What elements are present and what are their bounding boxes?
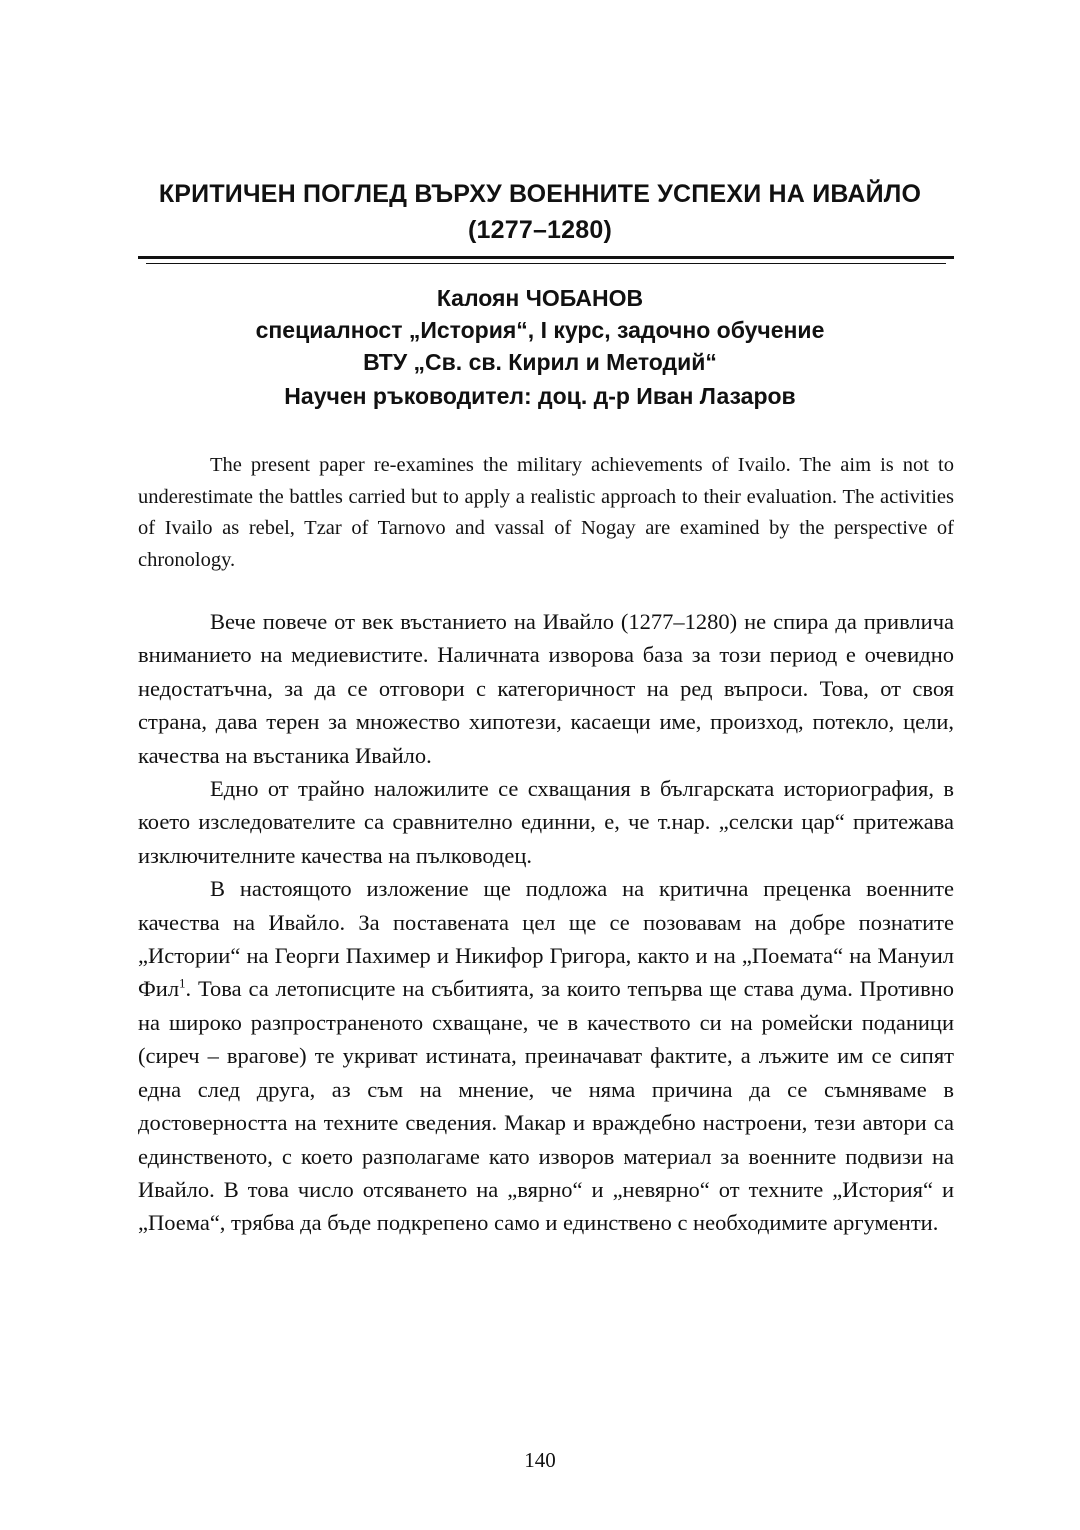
paragraph-3 <box>138 872 954 1239</box>
paragraph-1: Вече повече от век въстанието на Ивайло (1277–1280) не спира да привлича вниманието на медиевистите. Наличната изворова база за този период е очевидно недостатъчна, за да се отговори с категоричност на ред въпроси. Това, от своя страна, дава терен за множество хипотези, касаещи име, произход, потекло, цели, качества на въстаника Ивайло. <box>138 609 954 768</box>
author-university: ВТУ „Св. св. Кирил и Методий“ <box>363 349 717 375</box>
article-title: КРИТИЧЕН ПОГЛЕД ВЪРХУ ВОЕННИТЕ УСПЕХИ НА ИВАЙЛО <box>158 180 922 208</box>
author-name: Калоян ЧОБАНОВ <box>436 285 644 311</box>
footnote-ref[interactable]: 1 <box>179 975 186 991</box>
paragraph-3-part-b: . Това са летописците на събитията, за които тепърва ще става дума. Противно на широко разпространеното схващане, че в качеството си на ромейски поданици (сиреч – врагове) те укриват истината, преиначават фактите, а лъжите им се сипят една след друга, аз съм на мнение, че няма причина да се съмняваме в достоверността на техните сведения. Макар и враждебно настроени, тези автори са единственото, с което разполагаме като изворов материал за военните подвизи на Ивайло. В това число отсяването на „вярно“ и „невярно“ от техните „История“ и „Поема“, трябва да бъде подкрепено само и единствено с необходимите аргументи. <box>138 976 954 1236</box>
page-number: 140 <box>524 1448 556 1472</box>
paragraph-2: Едно от трайно наложилите се схващания в българската историография, в което изследователите са сравнително единни, е, че т.нар. „селски цар“ притежава изключителните качества на пълководец. <box>138 776 954 868</box>
title-rule-thick <box>138 256 954 259</box>
abstract-text: The present paper re-examines the military achievements of Ivailo. The aim is not to underestimate the battles carried but to apply a realistic approach to their evaluation. The activities of Ivailo as rebel, Tzar of Tarnovo and vassal of Nogay are examined by the perspective of chronology. <box>138 454 954 571</box>
abstract <box>138 450 954 576</box>
body-text <box>138 605 954 1240</box>
title-rule-thin <box>146 263 946 264</box>
paragraph-3-part-a: В настоящото изложение ще подложа на критична преценка военните качества на Ивайло. За поставената цел ще се позовавам на добре познатите „Истории“ на Георги Пахимер и Никифор Григора, както и на „Поемата“ на Мануил Фил <box>138 876 954 1002</box>
author-supervisor: Научен ръководител: доц. д-р Иван Лазаров <box>284 383 796 409</box>
author-program: специалност „История“, I курс, задочно обучение <box>255 317 825 343</box>
article-title-years: (1277–1280) <box>468 216 612 244</box>
